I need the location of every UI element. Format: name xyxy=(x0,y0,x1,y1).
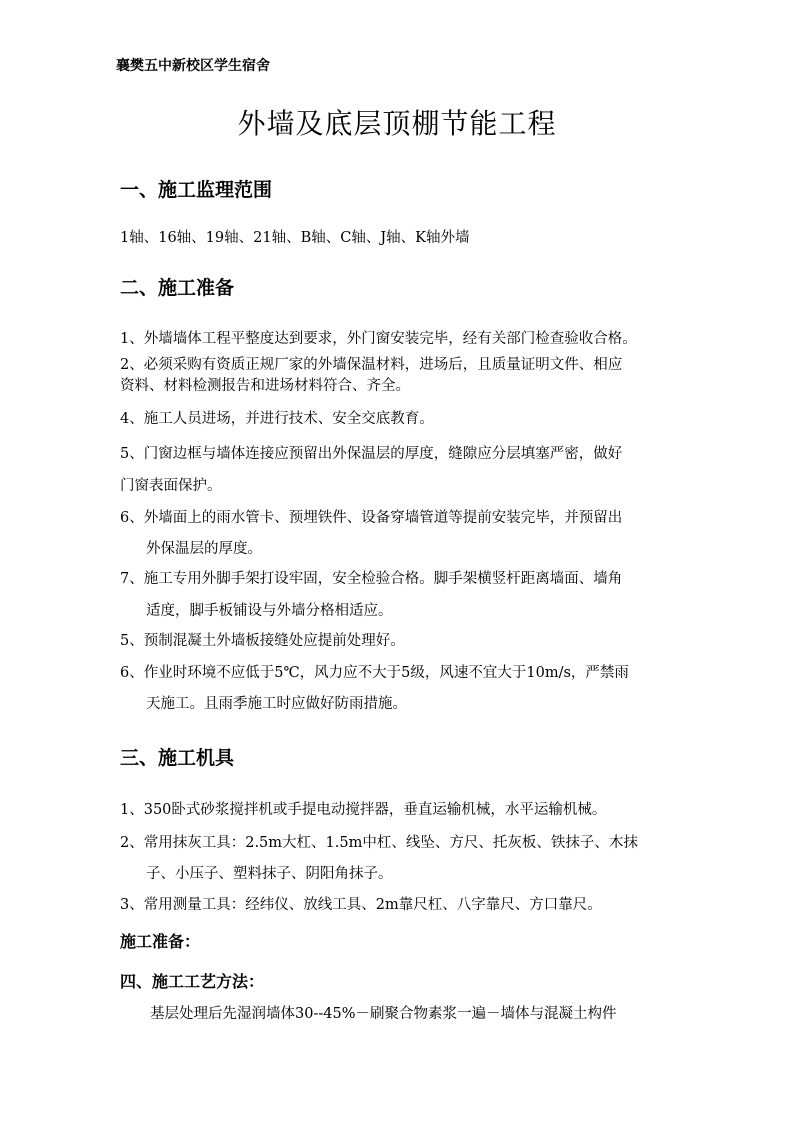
section-heading-prep: 二、施工准备 xyxy=(120,277,235,299)
prep-line: 7、施工专用外脚手架打设牢固，安全检验合格。脚手架横竖杆距离墙面、墙角 xyxy=(120,571,623,587)
section-heading-tools: 三、施工机具 xyxy=(120,747,235,769)
section-heading-scope: 一、施工监理范围 xyxy=(120,179,273,201)
scope-line: 1轴、16轴、19轴、21轴、B轴、C轴、J轴、K轴外墙 xyxy=(120,230,470,246)
document-title: 外墙及底层顶棚节能工程 xyxy=(237,107,557,140)
prep-line: 4、施工人员进场，并进行技术、安全交底教育。 xyxy=(120,411,434,427)
header-note: 襄樊五中新校区学生宿舍 xyxy=(116,58,270,74)
prep-line: 5、门窗边框与墙体连接应预留出外保温层的厚度，缝隙应分层填塞严密，做好 xyxy=(120,446,623,462)
prep-line: 天施工。且雨季施工时应做好防雨措施。 xyxy=(146,696,407,712)
tools-line: 1、350卧式砂浆搅拌机或手提电动搅拌器，垂直运输机械，水平运输机械。 xyxy=(120,802,607,818)
prep-line: 适度，脚手板铺设与外墙分格相适应。 xyxy=(146,603,393,619)
tools-line: 3、常用测量工具：经纬仪、放线工具、2m靠尺杠、八字靠尺、方口靠尺。 xyxy=(120,897,602,913)
prep-line: 外保温层的厚度。 xyxy=(146,541,262,557)
prep-line: 6、作业时环境不应低于5℃，风力应不大于5级，风速不宜大于10m/s，严禁雨 xyxy=(120,665,629,681)
prep-line: 5、预制混凝土外墙板接缝处应提前处理好。 xyxy=(120,633,405,649)
prep-line: 2、必须采购有资质正规厂家的外墙保温材料，进场后，且质量证明文件、相应 xyxy=(120,357,623,373)
prep-line: 6、外墙面上的雨水管卡、预埋铁件、设备穿墙管道等提前安装完毕，并预留出 xyxy=(120,510,623,526)
prep-line: 资料、材料检测报告和进场材料符合、齐全。 xyxy=(120,378,410,394)
section-heading-method: 四、施工工艺方法： xyxy=(120,972,265,991)
method-line: 基层处理后先湿润墙体30--45%－刷聚合物素浆一遍－墙体与混凝土构件 xyxy=(150,1006,617,1022)
tools-line: 2、常用抹灰工具：2.5m大杠、1.5m中杠、线坠、方尺、托灰板、铁抹子、木抹 xyxy=(120,835,638,851)
prep-label: 施工准备： xyxy=(120,932,201,951)
prep-line: 1、外墙墙体工程平整度达到要求，外门窗安装完毕，经有关部门检查验收合格。 xyxy=(120,331,637,347)
prep-line: 门窗表面保护。 xyxy=(120,478,222,494)
tools-line: 子、小压子、塑料抹子、阴阳角抹子。 xyxy=(146,866,393,882)
